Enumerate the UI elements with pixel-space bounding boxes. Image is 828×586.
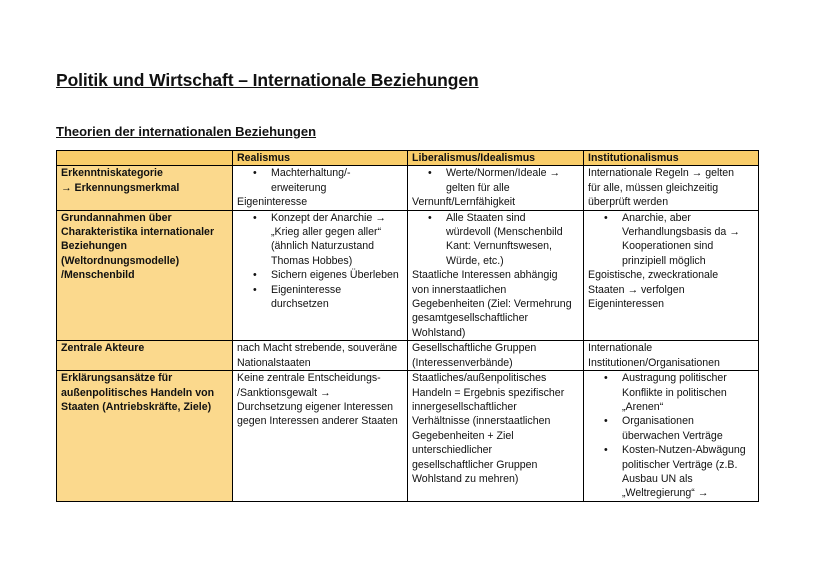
bullet-item: • Austragung politischer Konflikte in politischen „Arenen“ — [588, 371, 754, 414]
cell-text: Internationale Institutionen/Organisationen — [588, 342, 720, 369]
category-cell: Zentrale Akteure — [57, 341, 233, 371]
category-cell: Grundannahmen über Charakteristika internationaler Beziehungen (Weltordnungsmodelle) /Menschenbild — [57, 210, 233, 341]
bullet-item: • Werte/Normen/Ideale → gelten für alle — [412, 166, 579, 195]
table-header-row — [57, 151, 759, 166]
category-cell: Erkenntniskategorie → Erkennungsmerkmal — [57, 166, 233, 210]
institutionalismus-cell — [584, 371, 759, 502]
liberalismus-cell — [408, 210, 584, 341]
bullet-item: • Eigeninteresse durchsetzen — [237, 283, 403, 312]
realismus-cell — [233, 341, 408, 371]
cell-text: Vernunft/Lernfähigkeit — [412, 196, 516, 209]
cell-text: Staatliche Interessen abhängig von innerstaatlichen Gegebenheiten (Ziel: Vermehrung gesamtgesellschaftlicher Wohlstand) — [412, 269, 572, 339]
header-corner-cell — [57, 151, 233, 166]
bullet-item: • Konzept der Anarchie → „Krieg aller gegen aller“ (ähnlich Naturzustand Thomas Hobbes) — [237, 211, 403, 269]
table-row-erkenntniskategorie — [57, 166, 759, 210]
cell-text: nach Macht strebende, souveräne Nationalstaaten — [237, 342, 398, 369]
bullet-item: • Machterhaltung/- erweiterung — [237, 166, 403, 195]
table-row-zentrale-akteure — [57, 341, 759, 371]
header-realismus: Realismus — [233, 151, 408, 166]
realismus-cell — [233, 210, 408, 341]
cell-text: Gesellschaftliche Gruppen (Interessenverbände) — [412, 342, 537, 369]
table-row-grundannahmen — [57, 210, 759, 341]
cell-text: Staatliches/außenpolitisches Handeln = Ergebnis spezifischer innergesellschaftlicher Verhältnisse (innerstaatlichen Gegebenheiten + Ziel unterschiedlicher gesellschaftlicher Gruppen Wohlstand zu mehren) — [412, 372, 565, 485]
realismus-cell — [233, 166, 408, 210]
institutionalismus-cell — [584, 210, 759, 341]
bullet-item: • Alle Staaten sind würdevoll (Menschenbild Kant: Vernunftswesen, Würde, etc.) — [412, 211, 579, 269]
header-liberalismus: Liberalismus/Idealismus — [408, 151, 584, 166]
institutionalismus-cell — [584, 341, 759, 371]
bullet-item: • Kosten-Nutzen-Abwägung politischer Verträge (z.B. Ausbau UN als „Weltregierung“ → — [588, 443, 754, 501]
liberalismus-cell — [408, 341, 584, 371]
cell-text: Eigeninteresse — [237, 196, 308, 209]
document-title: Politik und Wirtschaft – Internationale Beziehungen — [56, 70, 479, 90]
cell-text: Egoistische, zweckrationale Staaten → verfolgen Eigeninteressen — [588, 269, 719, 311]
header-institutionalismus: Institutionalismus — [584, 151, 759, 166]
bullet-item: • Organisationen überwachen Verträge — [588, 414, 754, 443]
bullet-item: • Anarchie, aber Verhandlungsbasis da → Kooperationen sind prinzipiell möglich — [588, 211, 754, 269]
cell-text: Keine zentrale Entscheidungs- /Sanktionsgewalt → Durchsetzung eigener Interessen gegen Interessen anderer Staaten — [237, 372, 398, 428]
table-row-erklaerungsansaetze — [57, 371, 759, 502]
liberalismus-cell — [408, 166, 584, 210]
liberalismus-cell — [408, 371, 584, 502]
section-title: Theorien der internationalen Beziehungen — [56, 124, 317, 139]
realismus-cell — [233, 371, 408, 502]
institutionalismus-cell — [584, 166, 759, 210]
category-cell: Erklärungsansätze für außenpolitisches Handeln von Staaten (Antriebskräfte, Ziele) — [57, 371, 233, 502]
cell-text: Internationale Regeln → gelten für alle, müssen gleichzeitig überprüft werden — [588, 167, 735, 209]
bullet-item: • Sichern eigenes Überleben — [237, 268, 403, 282]
theories-table — [56, 150, 759, 502]
